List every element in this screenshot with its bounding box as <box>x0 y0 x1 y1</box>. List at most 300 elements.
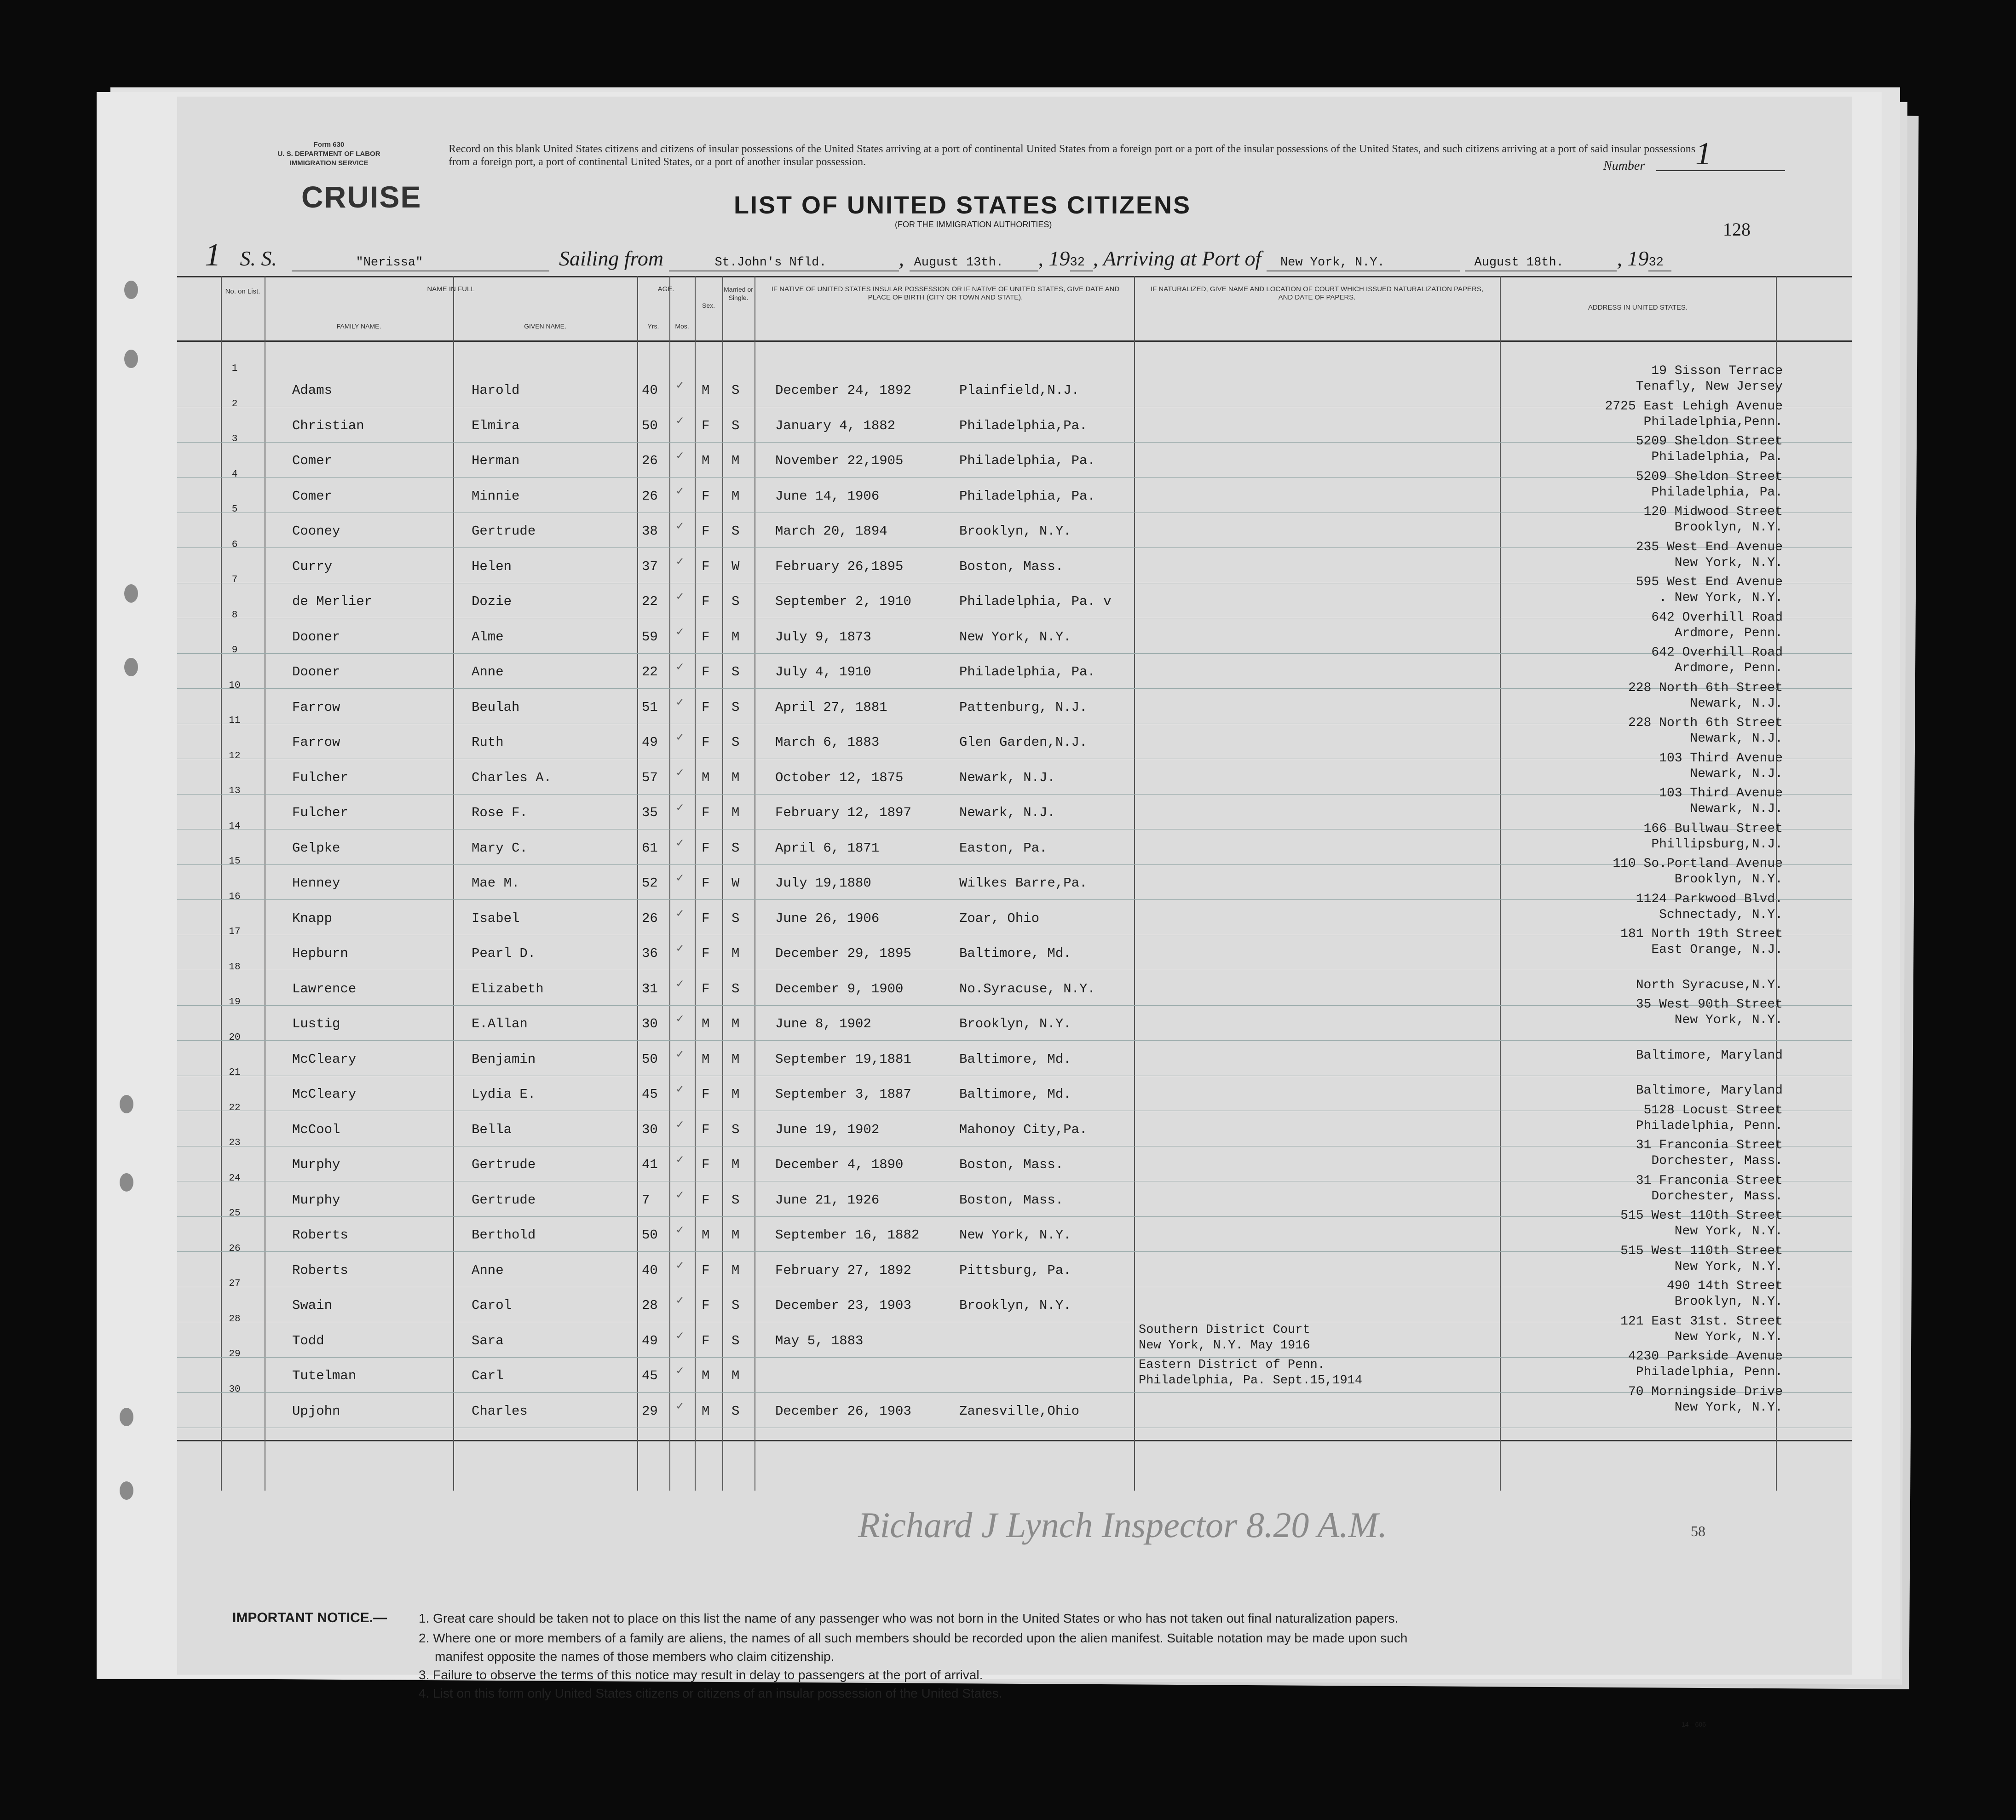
birth-place: Philadelphia, Pa. v <box>959 594 1112 609</box>
birth-place: Baltimore, Md. <box>959 1051 1071 1067</box>
page-subtitle: (FOR THE IMMIGRATION AUTHORITIES) <box>895 220 1052 229</box>
check-mark-icon: ✓ <box>676 1153 684 1167</box>
sex: F <box>702 1333 710 1348</box>
birth-place: Brooklyn, N.Y. <box>959 524 1071 539</box>
given-name: Carl <box>472 1368 504 1383</box>
address-street: 103 Third Avenue <box>1659 751 1783 766</box>
address-street: 35 West 90th Street <box>1636 997 1783 1012</box>
sex: F <box>702 981 710 996</box>
sex: F <box>702 805 710 820</box>
sex: F <box>702 840 710 856</box>
address <box>1507 786 1783 817</box>
birth-place: Boston, Mass. <box>959 559 1064 574</box>
family-name: McCleary <box>292 1087 357 1102</box>
row-number: 13 <box>229 786 241 796</box>
address-street: 515 West 110th Street <box>1620 1209 1783 1223</box>
given-name: Elizabeth <box>472 981 544 996</box>
family-name: Comer <box>292 453 333 468</box>
naturalization-location-date: New York, N.Y. May 1916 <box>1139 1338 1310 1353</box>
address <box>1507 962 1783 993</box>
family-name: Gelpke <box>292 840 340 856</box>
marital-status: M <box>732 1262 740 1278</box>
address-street <box>1507 1067 1783 1083</box>
header-age: AGE. <box>657 285 674 293</box>
birth-date: September 2, 1910 <box>775 594 911 609</box>
family-name: Farrow <box>292 735 340 750</box>
row-number: 7 <box>231 575 238 585</box>
given-name: Gertrude <box>472 1192 536 1208</box>
address-city: Baltimore, Maryland <box>1636 1083 1783 1098</box>
row-number: 29 <box>229 1349 241 1359</box>
sex: F <box>702 1122 710 1137</box>
address-street: 31 Franconia Street <box>1636 1173 1783 1188</box>
sex: F <box>702 1262 710 1278</box>
punch-hole <box>120 1481 133 1500</box>
arrival-date: August 18th. <box>1474 256 1564 270</box>
sex: F <box>702 1298 710 1313</box>
age-years: 45 <box>642 1368 658 1383</box>
given-name: Herman <box>472 453 520 468</box>
age-years: 26 <box>642 910 658 926</box>
birth-place: Brooklyn, N.Y. <box>959 1016 1071 1031</box>
birth-place: Wilkes Barre,Pa. <box>959 875 1088 891</box>
age-years: 36 <box>642 946 658 961</box>
marital-status: S <box>732 418 740 433</box>
header-family-name: FAMILY NAME. <box>336 323 381 330</box>
age-years: 37 <box>642 559 658 574</box>
check-mark-icon: ✓ <box>676 731 684 744</box>
age-years: 61 <box>642 840 658 856</box>
check-mark-icon: ✓ <box>676 1047 684 1061</box>
address <box>1507 645 1783 676</box>
birth-place: Brooklyn, N.Y. <box>959 1298 1071 1313</box>
address <box>1507 892 1783 923</box>
address-street: 235 West End Avenue <box>1636 540 1783 554</box>
age-years: 52 <box>642 875 658 891</box>
given-name: Sara <box>472 1333 504 1348</box>
address-city: Ardmore, Penn. <box>1674 661 1783 675</box>
address-city: Philadelphia, Pa. <box>1651 485 1783 500</box>
list-number-value: 1 <box>1695 136 1711 172</box>
marital-status: M <box>732 946 740 961</box>
sex: F <box>702 418 710 433</box>
age-years: 57 <box>642 770 658 785</box>
address-city: Newark, N.J. <box>1690 766 1783 781</box>
voyage-line: 1 S. S. "Nerissa" Sailing from St.John's Nfld. , August 13th. , 1932 , Arriving at Port of New York, N.Y. August 18th. , 1932 <box>205 237 1671 274</box>
birth-place: No.Syracuse, N.Y. <box>959 981 1095 996</box>
given-name: Harold <box>472 383 520 398</box>
age-years: 49 <box>642 735 658 750</box>
naturalization-court: Southern District Court <box>1139 1323 1310 1337</box>
birth-date: February 27, 1892 <box>775 1262 911 1278</box>
age-years: 30 <box>642 1122 658 1137</box>
age-years: 28 <box>642 1298 658 1313</box>
row-number: 9 <box>231 645 238 656</box>
family-name: Comer <box>292 488 333 504</box>
age-years: 50 <box>642 1051 658 1067</box>
row-number: 28 <box>229 1313 241 1325</box>
given-name: Mary C. <box>472 840 528 856</box>
punch-hole <box>120 1408 133 1426</box>
birth-date: December 9, 1900 <box>775 981 904 996</box>
family-name: Lawrence <box>292 981 357 996</box>
notice-item: 1. Great care should be taken not to place on this list the name of any passenger who was not born in the United States or who has not taken out final naturalization papers. <box>419 1611 1399 1625</box>
list-number-line <box>1656 170 1785 171</box>
age-years: 40 <box>642 383 658 398</box>
arrival-port: New York, N.Y. <box>1280 256 1385 270</box>
birth-place: Baltimore, Md. <box>959 1087 1071 1102</box>
marital-status: S <box>732 383 740 398</box>
row-number: 10 <box>229 680 241 691</box>
sailing-label: Sailing from <box>559 247 664 270</box>
punch-hole <box>124 658 138 676</box>
address <box>1507 1067 1783 1099</box>
address-street: 2725 East Lehigh Avenue <box>1605 399 1783 414</box>
given-name: Bella <box>472 1122 512 1137</box>
corner-number: 58 <box>1691 1523 1705 1539</box>
address <box>1507 469 1783 501</box>
header-naturalized: IF NATURALIZED, GIVE NAME AND LOCATION OF COURT WHICH ISSUED NATURALIZATION PAPERS, AND DATE OF PAPERS. <box>1150 285 1484 301</box>
marital-status: S <box>732 524 740 539</box>
address <box>1507 1384 1783 1416</box>
address-city: Dorchester, Mass. <box>1651 1189 1783 1204</box>
address-street: 4230 Parkside Avenue <box>1628 1349 1783 1364</box>
check-mark-icon: ✓ <box>676 695 684 709</box>
given-name: Anne <box>472 1262 504 1278</box>
address-street <box>1507 962 1783 978</box>
address-street: 490 14th Street <box>1666 1279 1783 1293</box>
given-name: Isabel <box>472 910 520 926</box>
row-number: 20 <box>229 1032 241 1043</box>
sex: F <box>702 875 710 891</box>
family-name: Tutelman <box>292 1368 357 1383</box>
address-city: Philadelphia, Pa. <box>1651 450 1783 464</box>
cruise-stamp: CRUISE <box>301 180 422 214</box>
family-name: Roberts <box>292 1227 348 1243</box>
birth-place: New York, N.Y. <box>959 629 1071 645</box>
departure-date: August 13th. <box>914 256 1003 270</box>
address-city: Ardmore, Penn. <box>1674 626 1783 640</box>
departure-port: St.John's Nfld. <box>714 256 827 270</box>
address <box>1507 610 1783 641</box>
family-name: Fulcher <box>292 805 348 820</box>
marital-status: M <box>732 1157 740 1172</box>
sex: F <box>702 594 710 609</box>
form-number: Form 630 <box>313 141 345 149</box>
address-city: Phillipsburg,N.J. <box>1651 837 1783 852</box>
address-street: 228 North 6th Street <box>1628 716 1783 730</box>
address <box>1507 1279 1783 1310</box>
check-mark-icon: ✓ <box>676 660 684 674</box>
family-name: Henney <box>292 875 340 891</box>
header-no: No. on List. <box>225 288 260 295</box>
address-street: 642 Overhill Road <box>1651 645 1783 660</box>
address-street: 120 Midwood Street <box>1643 505 1783 519</box>
address-city: Philadelphia, Penn. <box>1636 1365 1783 1379</box>
marital-status: M <box>732 488 740 504</box>
sex: M <box>702 383 710 398</box>
address <box>1507 927 1783 958</box>
notice-item: 3. Failure to observe the terms of this notice may result in delay to passengers at the port of arrival. <box>419 1668 983 1682</box>
check-mark-icon: ✓ <box>676 1117 684 1132</box>
address <box>1507 856 1783 887</box>
marital-status: S <box>732 664 740 680</box>
check-mark-icon: ✓ <box>676 977 684 991</box>
handwritten-page-number: 128 <box>1723 219 1751 240</box>
marital-status: S <box>732 594 740 609</box>
marital-status: M <box>732 1016 740 1031</box>
marital-status: M <box>732 453 740 468</box>
birth-place: Zanesville,Ohio <box>959 1403 1080 1419</box>
check-mark-icon: ✓ <box>676 801 684 815</box>
family-name: Roberts <box>292 1262 348 1278</box>
check-mark-icon: ✓ <box>676 1329 684 1343</box>
given-name: Benjamin <box>472 1051 536 1067</box>
check-mark-icon: ✓ <box>676 1258 684 1273</box>
address <box>1507 434 1783 465</box>
age-years: 26 <box>642 488 658 504</box>
birth-place: Philadelphia,Pa. <box>959 418 1088 433</box>
check-mark-icon: ✓ <box>676 836 684 850</box>
row-number: 17 <box>229 927 241 937</box>
address-city: New York, N.Y. <box>1674 1259 1783 1274</box>
marital-status: S <box>732 1298 740 1313</box>
family-name: Murphy <box>292 1157 340 1172</box>
marital-status: S <box>732 981 740 996</box>
birth-date: April 6, 1871 <box>775 840 880 856</box>
address-city: Newark, N.J. <box>1690 731 1783 746</box>
sex: M <box>702 1403 710 1419</box>
family-name: de Merlier <box>292 594 373 609</box>
given-name: Lydia E. <box>472 1087 536 1102</box>
row-number: 12 <box>229 750 241 761</box>
sex: F <box>702 1192 710 1208</box>
given-name: Ruth <box>472 735 504 750</box>
birth-date: July 19,1880 <box>775 875 871 891</box>
instructions-text: Record on this blank United States citizens and citizens of insular possessions of the United States arriving at a port of continental United States from a foreign port or a port of the insular possessions of the United States, and such citizens arriving at a port of said insular possessions from a foreign port, a port of continental United States, or a port of another insular possession. <box>449 143 1696 168</box>
birth-place: Philadelphia, Pa. <box>959 664 1095 680</box>
birth-date: June 8, 1902 <box>775 1016 871 1031</box>
address <box>1507 575 1783 606</box>
family-name: Swain <box>292 1298 333 1313</box>
check-mark-icon: ✓ <box>676 906 684 921</box>
address-street: 103 Third Avenue <box>1659 786 1783 801</box>
row-number: 5 <box>231 504 238 515</box>
given-name: Berthold <box>472 1227 536 1243</box>
department-name: U. S. DEPARTMENT OF LABOR <box>277 150 380 158</box>
punch-hole <box>120 1095 133 1113</box>
address-city: North Syracuse,N.Y. <box>1636 978 1783 992</box>
sex: F <box>702 629 710 645</box>
address <box>1507 1032 1783 1064</box>
family-name: Knapp <box>292 910 333 926</box>
row-number: 26 <box>229 1243 241 1254</box>
family-name: Cooney <box>292 524 340 539</box>
family-name: Murphy <box>292 1192 340 1208</box>
address-street: 110 So.Portland Avenue <box>1613 857 1783 871</box>
row-number: 21 <box>229 1067 241 1078</box>
marital-status: S <box>732 699 740 715</box>
birth-date: July 9, 1873 <box>775 629 871 645</box>
address-street: 166 Bullwau Street <box>1643 821 1783 836</box>
sex: F <box>702 488 710 504</box>
given-name: Dozie <box>472 594 512 609</box>
family-name: Lustig <box>292 1016 340 1031</box>
address <box>1507 821 1783 852</box>
address <box>1507 997 1783 1028</box>
row-number: 3 <box>231 434 238 444</box>
birth-date: September 19,1881 <box>775 1051 911 1067</box>
header-name-in-full: NAME IN FULL <box>427 285 475 293</box>
row-number: 2 <box>231 398 238 409</box>
year-prefix: 19 <box>1627 247 1649 270</box>
address <box>1507 1173 1783 1204</box>
sex: F <box>702 699 710 715</box>
row-number: 1 <box>231 363 238 374</box>
check-mark-icon: ✓ <box>676 414 684 428</box>
address-street: 5128 Locust Street <box>1643 1103 1783 1117</box>
address <box>1507 540 1783 571</box>
birth-place: New York, N.Y. <box>959 1227 1071 1243</box>
service-name: IMMIGRATION SERVICE <box>289 159 369 167</box>
age-years: 40 <box>642 1262 658 1278</box>
address <box>1507 1244 1783 1275</box>
family-name: Curry <box>292 559 333 574</box>
address <box>1507 715 1783 747</box>
birth-place: Boston, Mass. <box>959 1157 1064 1172</box>
row-number: 16 <box>229 891 241 902</box>
naturalization-details <box>1139 1322 1310 1353</box>
check-mark-icon: ✓ <box>676 1083 684 1096</box>
address-street: 121 East 31st. Street <box>1620 1314 1783 1329</box>
row-number: 8 <box>231 610 238 621</box>
given-name: Charles <box>472 1403 528 1419</box>
given-name: Minnie <box>472 488 520 504</box>
age-years: 29 <box>642 1403 658 1419</box>
year-prefix: 19 <box>1048 247 1070 270</box>
sex: M <box>702 453 710 468</box>
family-name: Todd <box>292 1333 324 1348</box>
address <box>1507 399 1783 430</box>
departure-year: 32 <box>1070 256 1085 270</box>
sex: M <box>702 1227 710 1243</box>
birth-date: July 4, 1910 <box>775 664 871 680</box>
birth-date: November 22,1905 <box>775 453 904 468</box>
age-years: 50 <box>642 1227 658 1243</box>
family-name: Dooner <box>292 664 340 680</box>
birth-date: June 14, 1906 <box>775 488 880 504</box>
address <box>1507 1208 1783 1239</box>
sex: F <box>702 910 710 926</box>
margin-mark: 1 <box>205 237 221 273</box>
birth-date: October 12, 1875 <box>775 770 904 785</box>
check-mark-icon: ✓ <box>676 1294 684 1307</box>
row-number: 23 <box>229 1138 241 1148</box>
header-years: Yrs. <box>647 323 659 330</box>
address-street: 5209 Sheldon Street <box>1636 469 1783 484</box>
row-number: 24 <box>229 1173 241 1184</box>
marital-status: M <box>732 1227 740 1243</box>
birth-date: December 23, 1903 <box>775 1298 911 1313</box>
family-name: Farrow <box>292 699 340 715</box>
naturalization-location-date: Philadelphia, Pa. Sept.15,1914 <box>1139 1374 1363 1388</box>
address-street: 70 Morningside Drive <box>1628 1384 1783 1399</box>
family-name: Hepburn <box>292 946 348 961</box>
address-city: Brooklyn, N.Y. <box>1674 872 1783 887</box>
row-number: 14 <box>229 821 241 832</box>
address-street: 515 West 110th Street <box>1620 1244 1783 1258</box>
header-given-name: GIVEN NAME. <box>524 323 566 330</box>
arriving-label: Arriving at Port of <box>1103 247 1261 270</box>
row-number: 25 <box>229 1208 241 1219</box>
address-city: Schnectady, N.Y. <box>1659 907 1783 922</box>
check-mark-icon: ✓ <box>676 1223 684 1237</box>
age-years: 59 <box>642 629 658 645</box>
marital-status: S <box>732 1333 740 1348</box>
birth-place: Pittsburg, Pa. <box>959 1262 1071 1278</box>
birth-place: Philadelphia, Pa. <box>959 488 1095 504</box>
address-city: . New York, N.Y. <box>1659 591 1783 605</box>
notice-title: IMPORTANT NOTICE.— <box>232 1610 387 1625</box>
address-street: 642 Overhill Road <box>1651 610 1783 625</box>
address <box>1507 1103 1783 1134</box>
address-street: 19 Sisson Terrace <box>1651 364 1783 378</box>
address <box>1507 680 1783 712</box>
address-street: 5209 Sheldon Street <box>1636 434 1783 449</box>
age-years: 31 <box>642 981 658 996</box>
sex: M <box>702 1051 710 1067</box>
row-number: 15 <box>229 856 241 867</box>
birth-date: April 27, 1881 <box>775 699 887 715</box>
birth-place: Glen Garden,N.J. <box>959 735 1088 750</box>
marital-status: W <box>732 875 740 891</box>
header-address: ADDRESS IN UNITED STATES. <box>1588 304 1688 311</box>
birth-place: Pattenburg, N.J. <box>959 699 1088 715</box>
sex: F <box>702 735 710 750</box>
marital-status: M <box>732 629 740 645</box>
given-name: Beulah <box>472 699 520 715</box>
given-name: Pearl D. <box>472 946 536 961</box>
sex: M <box>702 1016 710 1031</box>
age-years: 50 <box>642 418 658 433</box>
check-mark-icon: ✓ <box>676 379 684 392</box>
address-city: Tenafly, New Jersey <box>1636 380 1783 394</box>
address-city: New York, N.Y. <box>1674 1400 1783 1415</box>
birth-date: September 16, 1882 <box>775 1227 920 1243</box>
check-mark-icon: ✓ <box>676 625 684 639</box>
birth-place: Mahonoy City,Pa. <box>959 1122 1088 1137</box>
birth-date: December 24, 1892 <box>775 383 911 398</box>
row-number: 4 <box>231 469 238 480</box>
check-mark-icon: ✓ <box>676 766 684 780</box>
header-months: Mos. <box>675 323 689 330</box>
form-code: 14—606 <box>1682 1721 1706 1728</box>
birth-date: September 3, 1887 <box>775 1087 911 1102</box>
given-name: Alme <box>472 629 504 645</box>
birth-place: Boston, Mass. <box>959 1192 1064 1208</box>
arrival-year: 32 <box>1648 256 1664 270</box>
naturalization-court: Eastern District of Penn. <box>1139 1358 1325 1372</box>
given-name: Helen <box>472 559 512 574</box>
age-years: 41 <box>642 1157 658 1172</box>
check-mark-icon: ✓ <box>676 1399 684 1413</box>
check-mark-icon: ✓ <box>676 590 684 604</box>
age-years: 22 <box>642 664 658 680</box>
marital-status: S <box>732 1192 740 1208</box>
check-mark-icon: ✓ <box>676 484 684 498</box>
check-mark-icon: ✓ <box>676 942 684 956</box>
address-city: East Orange, N.J. <box>1651 943 1783 957</box>
